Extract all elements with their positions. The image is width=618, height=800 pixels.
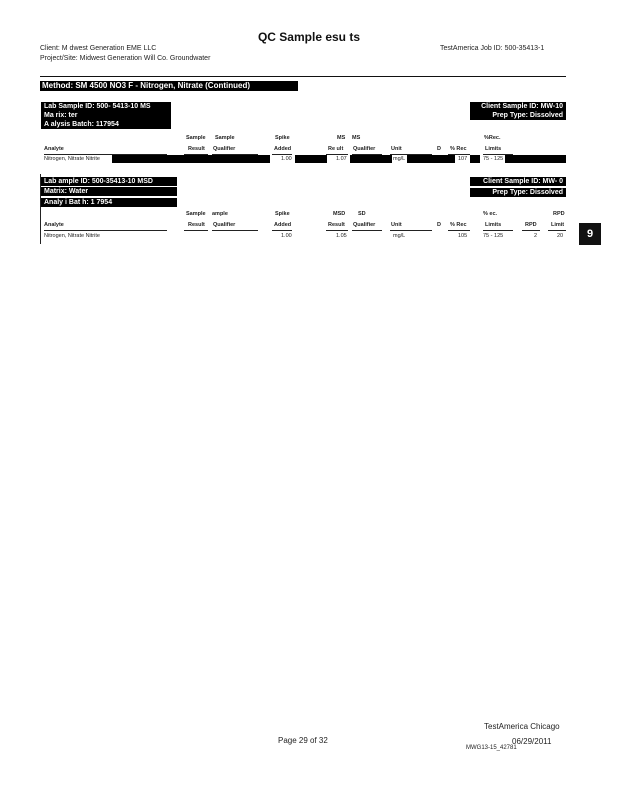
msd-left-border — [40, 174, 41, 244]
msd-col-qualifier: Qualifier — [213, 222, 236, 228]
msd-col-msd-qualifier: Qualifier — [353, 222, 376, 228]
ms-underline-added — [272, 154, 292, 155]
ms-row-added: 1.00 — [281, 156, 292, 162]
ms-col-ms-qualifier: Qualifier — [353, 146, 376, 152]
page-title: QC Sample esu ts — [257, 30, 361, 44]
section-tab: 9 — [579, 223, 601, 245]
msd-lab-sample-id: Lab ample ID: 500-35413-10 MSD — [41, 177, 177, 186]
ms-redaction-3 — [350, 155, 392, 163]
ms-row-analyte: Nitrogen, Nitrate Nitrite — [44, 156, 100, 162]
msd-matrix: Matrix: Water — [41, 187, 177, 196]
client-line: Client: M dwest Generation EME LLC — [40, 45, 157, 52]
msd-col-rpd-val: RPD — [525, 222, 537, 228]
ms-col-pct-rec: % Rec — [450, 146, 467, 152]
ms-row-limits: 75 - 125 — [483, 156, 504, 162]
msd-col-spike: Spike — [275, 211, 290, 217]
project-line: Project/Site: Midwest Generation Will Co. Groundwater — [40, 55, 211, 62]
msd-underline-msdqual — [352, 230, 382, 231]
ms-col-ms-q: MS — [352, 135, 361, 141]
ms-client-sample-id: Client Sample ID: MW-10 — [470, 102, 566, 111]
ms-redaction-2 — [295, 155, 327, 163]
ms-row-rec: 107 — [458, 156, 468, 162]
ms-col-qualifier: Qualifier — [213, 146, 236, 152]
method-bar: Method: SM 4500 NO3 F - Nitrogen, Nitrate (Continued) — [40, 81, 298, 91]
ms-col-sample-q: Sample — [215, 135, 235, 141]
msd-col-rpd-limit: Limit — [551, 222, 565, 228]
ms-redaction-5 — [470, 155, 480, 163]
ms-prep-type: Prep Type: Dissolved — [470, 111, 566, 120]
msd-col-msd-q: SD — [358, 211, 366, 217]
msd-row-rpd-limit: 20 — [557, 233, 564, 239]
ms-redaction-6 — [505, 155, 566, 163]
msd-row-added: 1.00 — [281, 233, 292, 239]
footer-date: 06/29/2011 — [512, 737, 552, 746]
msd-underline-rec — [448, 230, 470, 231]
ms-row-unit: mg/L — [393, 156, 406, 162]
ms-col-d: D — [437, 146, 441, 152]
msd-col-msd-result: Result — [328, 222, 345, 228]
msd-client-sample-id: Client Sample ID: MW- 0 — [470, 177, 566, 186]
msd-underline-result — [184, 230, 208, 231]
msd-row-rpd: 2 — [534, 233, 538, 239]
ms-row-result: 1.07 — [336, 156, 347, 162]
ms-lab-sample-id: Lab Sample ID: 500- 5413-10 MS — [41, 102, 171, 111]
msd-underline-rpd — [522, 230, 540, 231]
ms-col-analyte: Analyte — [44, 146, 64, 152]
ms-col-ms: MS — [337, 135, 346, 141]
ms-underline-msresult — [326, 154, 348, 155]
msd-col-sample-q: ample — [212, 211, 228, 217]
ms-redaction-4 — [407, 155, 455, 163]
ms-col-ms-result: Re ult — [328, 146, 344, 152]
msd-underline-qualifier — [212, 230, 258, 231]
msd-row-rec: 105 — [458, 233, 468, 239]
msd-col-pct-rec: % Rec — [450, 222, 467, 228]
msd-underline-unit — [390, 230, 432, 231]
ms-col-result: Result — [188, 146, 205, 152]
msd-row-analyte: Nitrogen, Nitrate Nitrite — [44, 233, 100, 239]
msd-col-result: Result — [188, 222, 205, 228]
msd-col-limits: Limits — [485, 222, 502, 228]
msd-col-added: Added — [274, 222, 292, 228]
job-id: TestAmerica Job ID: 500-35413-1 — [440, 45, 545, 52]
msd-col-msd: MSD — [333, 211, 346, 217]
msd-prep-type: Prep Type: Dissolved — [470, 188, 566, 197]
msd-underline-analyte — [44, 230, 167, 231]
ms-analysis-batch: A alysis Batch: 117954 — [41, 120, 171, 129]
ms-matrix: Ma rix: ter — [41, 111, 171, 120]
footer-company: TestAmerica Chicago — [484, 722, 560, 731]
msd-col-unit: Unit — [391, 222, 402, 228]
ms-col-unit: Unit — [391, 146, 402, 152]
msd-underline-msdresult — [326, 230, 348, 231]
msd-row-unit: mg/L — [393, 233, 406, 239]
msd-underline-rpdlimit — [548, 230, 566, 231]
ms-col-spike: Spike — [275, 135, 290, 141]
ms-col-limits: Limits — [485, 146, 502, 152]
msd-underline-limits — [483, 230, 513, 231]
msd-underline-added — [272, 230, 292, 231]
msd-col-analyte: Analyte — [44, 222, 64, 228]
msd-col-rec: % ec. — [483, 211, 498, 217]
ms-col-sample: Sample — [186, 135, 206, 141]
msd-row-limits: 75 - 125 — [483, 233, 504, 239]
ms-col-rec: %Rec. — [484, 135, 501, 141]
ms-col-added: Added — [274, 146, 292, 152]
header-rule — [40, 76, 566, 77]
footer-code: MWG13-15_42781 — [466, 745, 517, 751]
page-number: Page 29 of 32 — [278, 736, 328, 745]
msd-row-result: 1.05 — [336, 233, 347, 239]
ms-redaction-1 — [112, 155, 270, 163]
msd-analysis-batch: Analy i Bat h: 1 7954 — [41, 198, 177, 207]
msd-col-d: D — [437, 222, 441, 228]
msd-col-sample: Sample — [186, 211, 206, 217]
msd-col-rpd: RPD — [553, 211, 565, 217]
